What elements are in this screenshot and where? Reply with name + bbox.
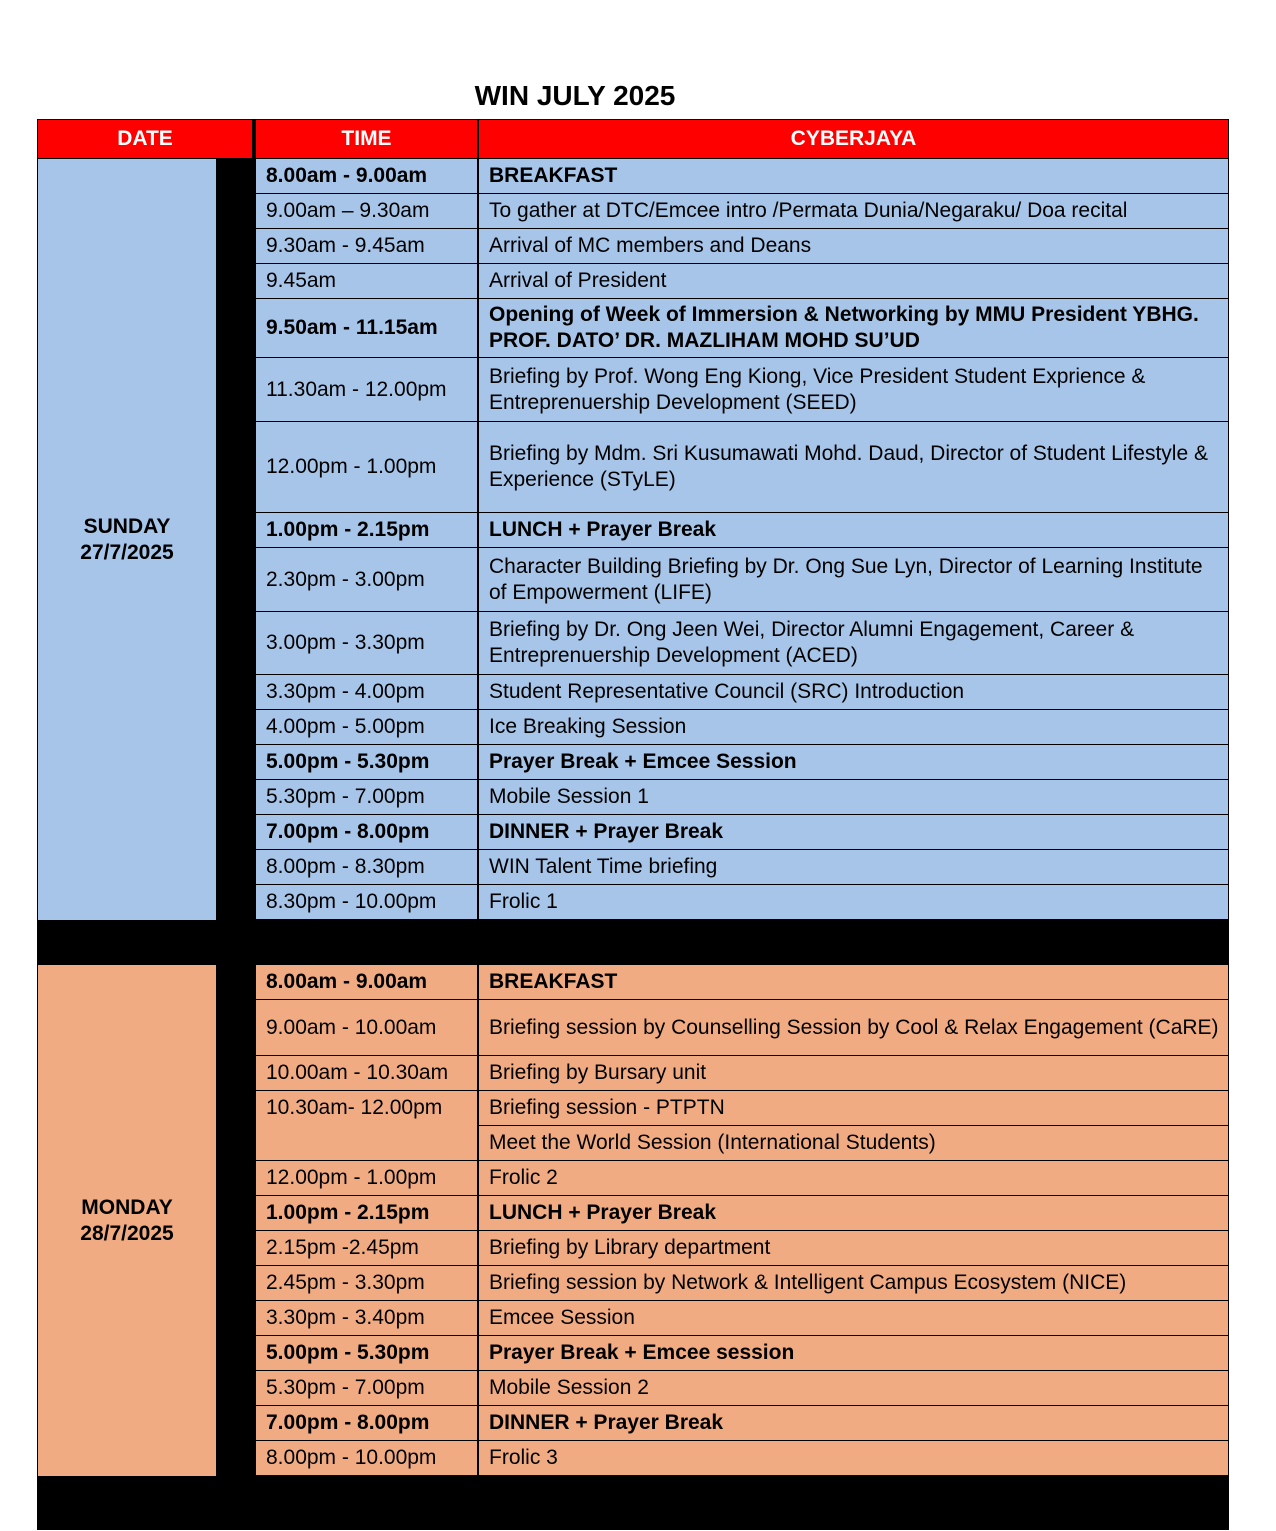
activity-cell: DINNER + Prayer Break — [479, 1406, 1228, 1440]
activity-cell: Briefing by Dr. Ong Jeen Wei, Director Alumni Engagement, Career & Entreprenuership Development (ACED) — [479, 612, 1228, 674]
activity-cell: Frolic 2 — [479, 1161, 1228, 1195]
time-cell: 3.30pm - 3.40pm — [256, 1301, 477, 1335]
activity-cell: BREAKFAST — [479, 965, 1228, 999]
activity-cell: Briefing by Library department — [479, 1231, 1228, 1265]
time-cell: 3.30pm - 4.00pm — [256, 675, 477, 709]
time-cell: 9.00am – 9.30am — [256, 194, 477, 228]
day-date: 28/7/2025 — [80, 1221, 174, 1245]
activity-cell: LUNCH + Prayer Break — [479, 513, 1228, 547]
date-cell — [38, 965, 216, 1476]
activity-cell: To gather at DTC/Emcee intro /Permata Dunia/Negaraku/ Doa recital — [479, 194, 1228, 228]
time-cell: 2.45pm - 3.30pm — [256, 1266, 477, 1300]
activity-cell: DINNER + Prayer Break — [479, 815, 1228, 849]
activity-cell: Character Building Briefing by Dr. Ong Sue Lyn, Director of Learning Institute of Empowerment (LIFE) — [479, 548, 1228, 611]
activity-cell: LUNCH + Prayer Break — [479, 1196, 1228, 1230]
activity-cell: Arrival of President — [479, 264, 1228, 298]
time-cell: 5.00pm - 5.30pm — [256, 1336, 477, 1370]
day-block-monday — [37, 965, 1229, 1476]
activity-cell: Briefing by Prof. Wong Eng Kiong, Vice President Student Exprience & Entreprenuership Development (SEED) — [479, 358, 1228, 421]
day-name: SUNDAY — [83, 514, 171, 538]
activity-cell: Frolic 3 — [479, 1441, 1228, 1475]
time-cell: 5.00pm - 5.30pm — [256, 745, 477, 779]
day-name: MONDAY — [81, 1195, 173, 1219]
activity-cell: Briefing by Mdm. Sri Kusumawati Mohd. Daud, Director of Student Lifestyle & Experience (STyLE) — [479, 422, 1228, 512]
header-date: DATE — [38, 120, 252, 158]
day-date: 27/7/2025 — [80, 540, 174, 564]
time-cell: 5.30pm - 7.00pm — [256, 780, 477, 814]
activity-cell: Emcee Session — [479, 1301, 1228, 1335]
activity-cell: Ice Breaking Session — [479, 710, 1228, 744]
time-cell: 8.00pm - 10.00pm — [256, 1441, 477, 1475]
activity-cell: Prayer Break + Emcee Session — [479, 745, 1228, 779]
time-cell: 7.00pm - 8.00pm — [256, 1406, 477, 1440]
time-cell: 10.30am- 12.00pm — [256, 1091, 477, 1160]
date-cell — [38, 159, 216, 920]
activity-cell: Mobile Session 2 — [479, 1371, 1228, 1405]
time-cell: 8.00am - 9.00am — [256, 159, 477, 193]
time-cell: 10.00am - 10.30am — [256, 1056, 477, 1090]
header-venue: CYBERJAYA — [479, 120, 1228, 158]
activity-cell: Prayer Break + Emcee session — [479, 1336, 1228, 1370]
time-cell: 1.00pm - 2.15pm — [256, 513, 477, 547]
time-cell: 3.00pm - 3.30pm — [256, 612, 477, 674]
time-cell: 12.00pm - 1.00pm — [256, 1161, 477, 1195]
header-time: TIME — [256, 120, 477, 158]
time-cell: 8.30pm - 10.00pm — [256, 885, 477, 919]
page-title: WIN JULY 2025 — [474, 80, 676, 111]
time-cell: 9.45am — [256, 264, 477, 298]
activity-cell: Meet the World Session (International Students) — [479, 1126, 1228, 1160]
activity-cell: Arrival of MC members and Deans — [479, 229, 1228, 263]
time-cell: 9.30am - 9.45am — [256, 229, 477, 263]
time-cell: 5.30pm - 7.00pm — [256, 1371, 477, 1405]
time-cell: 11.30am - 12.00pm — [256, 358, 477, 421]
activity-cell: Mobile Session 1 — [479, 780, 1228, 814]
time-cell: 9.00am - 10.00am — [256, 1000, 477, 1055]
activity-cell: BREAKFAST — [479, 159, 1228, 193]
activity-cell: Briefing by Bursary unit — [479, 1056, 1228, 1090]
time-cell: 7.00pm - 8.00pm — [256, 815, 477, 849]
schedule-table — [37, 119, 1229, 1530]
activity-cell: Briefing session - PTPTN — [479, 1091, 1228, 1125]
activity-cell: Frolic 1 — [479, 885, 1228, 919]
time-cell: 2.15pm -2.45pm — [256, 1231, 477, 1265]
activity-cell: Briefing session by Network & Intelligent Campus Ecosystem (NICE) — [479, 1266, 1228, 1300]
activity-cell: Briefing session by Counselling Session by Cool & Relax Engagement (CaRE) — [479, 1000, 1228, 1055]
activity-cell: Opening of Week of Immersion & Networking by MMU President YBHG. PROF. DATO’ DR. MAZLIHAM MOHD SU’UD — [479, 299, 1228, 357]
activity-cell: WIN Talent Time briefing — [479, 850, 1228, 884]
time-cell: 8.00pm - 8.30pm — [256, 850, 477, 884]
time-cell: 8.00am - 9.00am — [256, 965, 477, 999]
time-cell: 1.00pm - 2.15pm — [256, 1196, 477, 1230]
activity-cell: Student Representative Council (SRC) Introduction — [479, 675, 1228, 709]
time-cell: 9.50am - 11.15am — [256, 299, 477, 357]
time-cell: 12.00pm - 1.00pm — [256, 422, 477, 512]
time-cell: 2.30pm - 3.00pm — [256, 548, 477, 611]
time-cell: 4.00pm - 5.00pm — [256, 710, 477, 744]
day-block-sunday — [37, 159, 1229, 920]
